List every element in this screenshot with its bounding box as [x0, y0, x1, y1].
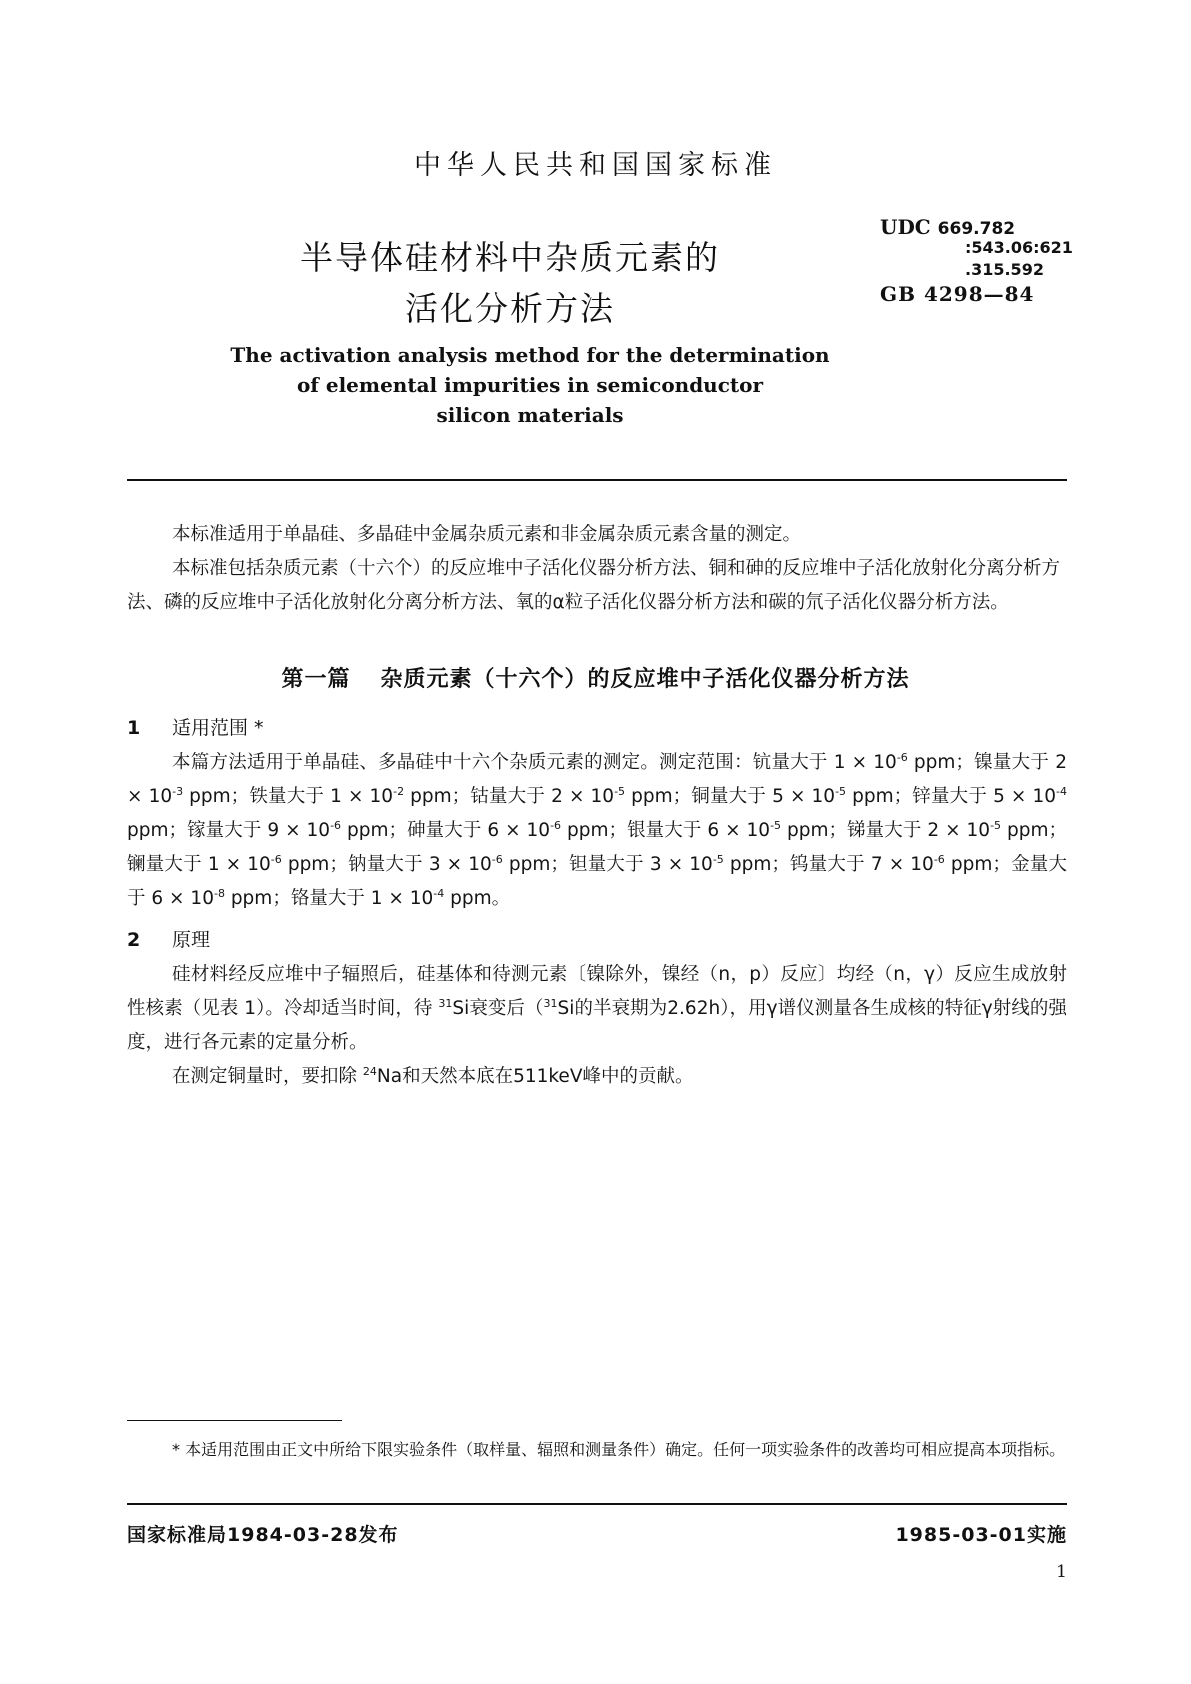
detection-limit-item [627, 820, 847, 841]
limit-exponent: -6 [933, 852, 945, 866]
section-1-title: 适用范围 * [172, 717, 264, 739]
limit-exponent: -5 [614, 784, 626, 798]
limit-value: 6 × 10 [151, 888, 214, 909]
element-label: 银量大于 [627, 820, 708, 841]
limit-unit: ppm； [561, 820, 628, 841]
limit-value: 3 × 10 [649, 854, 713, 875]
detection-limit-item [470, 786, 691, 807]
limit-value: 2 × 10 [551, 786, 615, 807]
limit-value: 2 × 10 [127, 752, 1067, 807]
limit-value: 7 × 10 [870, 854, 934, 875]
section-2-heading [127, 925, 210, 952]
principle-text-b: Si衰变后（ [452, 998, 544, 1019]
limit-unit: ppm； [502, 854, 569, 875]
part-one-title [0, 662, 1191, 693]
udc-line3: .315.592 [965, 260, 1044, 279]
isotope-mass-31-b: 31 [543, 996, 558, 1010]
element-label: 锑量大于 [847, 820, 928, 841]
intro-paragraph-1: 本标准适用于单晶硅、多晶硅中金属杂质元素和非金属杂质元素含量的测定。 [172, 524, 802, 545]
section-2-title: 原理 [172, 929, 211, 951]
udc-label: UDC [880, 215, 931, 239]
element-label: 钴量大于 [470, 786, 552, 807]
element-label: 钪量大于 [752, 752, 834, 773]
limit-value: 3 × 10 [428, 854, 492, 875]
detection-limit-item [569, 854, 790, 875]
limit-unit: ppm； [183, 786, 250, 807]
limit-value: 6 × 10 [707, 820, 771, 841]
issue-date: 国家标准局1984-03-28发布 [127, 1524, 399, 1546]
principle-text-a: 硅材料经反应堆中子辐照后，硅基体和待测元素〔镍除外，镍经（n，p）反应〕均经（n，γ）反应生成放射性核素（见表 1）。冷却适当时间，待 [127, 964, 1067, 1019]
section-1-number: 1 [127, 717, 141, 739]
principle-paragraph-1 [127, 958, 1067, 1060]
limit-unit: ppm； [625, 786, 692, 807]
detection-limit-item [847, 820, 1067, 841]
scope-paragraph [127, 746, 1067, 916]
element-label: 钠量大于 [347, 854, 429, 875]
element-label: 金量大于 [127, 854, 1067, 909]
limit-exponent: -5 [835, 784, 847, 798]
effective-date: 1985-03-01实施 [895, 1524, 1067, 1546]
udc-line1: 669.782 [937, 219, 1016, 239]
english-title-line2: of elemental impurities in semiconductor [296, 373, 764, 397]
limit-exponent: -6 [330, 818, 342, 832]
element-label: 锌量大于 [912, 786, 994, 807]
detection-limit-item [127, 854, 348, 875]
english-title-line1: The activation analysis method for the determination [230, 343, 830, 367]
chinese-title-line2: 活化分析方法 [405, 289, 615, 328]
limit-value: 1 × 10 [833, 752, 897, 773]
scope-lead: 本篇方法适用于单晶硅、多晶硅中十六个杂质元素的测定。测定范围： [172, 752, 753, 773]
limit-unit: ppm； [907, 752, 974, 773]
footnote: * 本适用范围由正文中所给下限实验条件（取样量、辐照和测量条件）确定。任何一项实验条件的改善均可相应提高本项指标。 [172, 1440, 1066, 1459]
limit-exponent: -6 [491, 852, 503, 866]
element-label: 钨量大于 [789, 854, 871, 875]
chinese-title-line1: 半导体硅材料中杂质元素的 [300, 238, 720, 277]
element-label: 镍量大于 [973, 752, 1056, 773]
limit-exponent: -5 [712, 852, 724, 866]
udc-line2: :543.06:621 [965, 238, 1073, 257]
limit-value: 2 × 10 [927, 820, 991, 841]
element-label: 钽量大于 [568, 854, 650, 875]
limit-unit: ppm； [281, 854, 348, 875]
limit-exponent: -6 [896, 750, 908, 764]
element-label: 砷量大于 [407, 820, 488, 841]
limit-exponent: -6 [270, 852, 282, 866]
detection-limit-item [753, 752, 974, 773]
section-1-heading [127, 713, 264, 740]
limit-unit: ppm； [781, 820, 848, 841]
copper-text-b: Na和天然本底在511keV峰中的贡献。 [376, 1066, 694, 1087]
intro-paragraph-2: 本标准包括杂质元素（十六个）的反应堆中子活化仪器分析方法、铜和砷的反应堆中子活化放射化分离分析方法、磷的反应堆中子活化放射化分离分析方法、氧的α粒子活化仪器分析方法和碳的氘子活化仪器分析方法。 [127, 558, 1061, 613]
footnote-divider [127, 1420, 342, 1421]
limit-value: 1 × 10 [330, 786, 394, 807]
limit-unit: ppm； [723, 854, 790, 875]
limit-exponent: -3 [172, 784, 184, 798]
limit-value: 5 × 10 [993, 786, 1057, 807]
element-label: 镓量大于 [187, 820, 268, 841]
isotope-mass-24: 24 [362, 1064, 377, 1078]
limit-value: 1 × 10 [207, 854, 271, 875]
detection-limit-item [249, 786, 470, 807]
part-one-heading: 杂质元素（十六个）的反应堆中子活化仪器分析方法 [380, 667, 910, 692]
limit-exponent: -2 [393, 784, 405, 798]
limit-exponent: -6 [550, 818, 562, 832]
detection-limit-item [790, 854, 1011, 875]
limit-exponent: -4 [433, 886, 445, 900]
limit-unit: ppm。 [444, 888, 511, 909]
limit-value: 5 × 10 [772, 786, 836, 807]
limit-value: 6 × 10 [487, 820, 551, 841]
detection-limit-item [187, 820, 407, 841]
isotope-mass-31-a: 31 [438, 996, 453, 1010]
detection-limit-item [348, 854, 569, 875]
scope-items [127, 752, 1067, 909]
detection-limit-item [691, 786, 912, 807]
english-title [150, 340, 910, 430]
element-label: 铜量大于 [691, 786, 773, 807]
element-label: 镧量大于 [127, 854, 208, 875]
bottom-divider [127, 1503, 1067, 1505]
udc-code [880, 215, 1015, 239]
top-divider [127, 479, 1067, 481]
limit-unit: ppm； [1001, 820, 1068, 841]
english-title-line3: silicon materials [436, 403, 624, 427]
element-label: 铁量大于 [249, 786, 331, 807]
limit-exponent: -5 [990, 818, 1002, 832]
principle-text-c: Si的半衰期为2.62h），用γ谱仪测量各生成核的特征γ射线的强度，进行各元素的定量分析。 [127, 998, 1067, 1053]
limit-exponent: -5 [770, 818, 782, 832]
copper-text-a: 在测定铜量时，要扣除 [172, 1066, 363, 1087]
limit-unit: ppm； [404, 786, 471, 807]
section-2-number: 2 [127, 929, 141, 951]
gb-number: GB 4298—84 [880, 282, 1035, 306]
principle-paragraph-2 [127, 1060, 1067, 1094]
limit-unit: ppm； [944, 854, 1011, 875]
detection-limit-item [291, 888, 510, 909]
limit-value: 9 × 10 [267, 820, 331, 841]
limit-unit: ppm； [341, 820, 408, 841]
page-number: 1 [1056, 1562, 1067, 1582]
element-label: 铬量大于 [290, 888, 371, 909]
part-one-label: 第一篇 [281, 667, 351, 692]
limit-unit: ppm； [224, 888, 291, 909]
limit-unit: ppm； [846, 786, 913, 807]
limit-value: 1 × 10 [370, 888, 434, 909]
detection-limit-item [407, 820, 627, 841]
limit-exponent: -8 [213, 886, 225, 900]
limit-unit: ppm； [127, 820, 188, 841]
limit-exponent: -4 [1056, 784, 1068, 798]
national-standard-header: 中华人民共和国国家标准 [414, 150, 777, 181]
